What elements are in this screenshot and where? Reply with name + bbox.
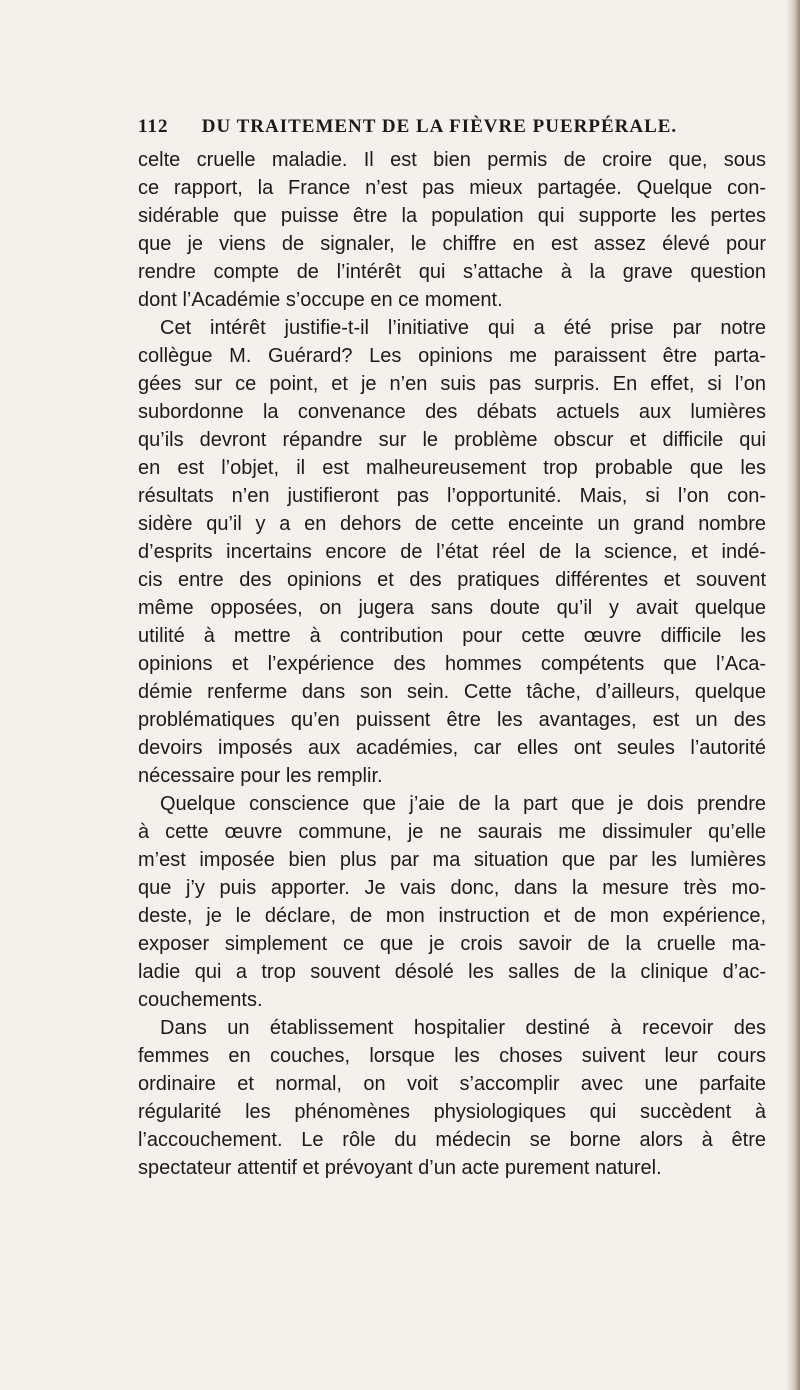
text-line: qu’ils devront répandre sur le problème obscur et difficile qui [138,429,766,451]
text-line: l’accouchement. Le rôle du médecin se borne alors à être [138,1129,766,1151]
text-line: problématiques qu’en puissent être les avantages, est un des [138,709,766,731]
text-line: démie renferme dans son sein. Cette tâche, d’ailleurs, quelque [138,681,766,703]
text-line: que je viens de signaler, le chiffre en est assez élevé pour [138,233,766,255]
text-line: sidère qu’il y a en dehors de cette enceinte un grand nombre [138,513,766,535]
text-line: nécessaire pour les remplir. [138,765,383,787]
page-edge-shadow [786,0,800,1390]
text-line: exposer simplement ce que je crois savoir de la cruelle ma- [138,933,766,955]
body-text [138,146,766,1182]
text-line: gées sur ce point, et je n’en suis pas surpris. En effet, si l’on [138,373,766,395]
text-line: opinions et l’expérience des hommes compétents que l’Aca- [138,653,766,675]
text-line: deste, je le déclare, de mon instruction et de mon expérience, [138,905,766,927]
text-line: rendre compte de l’intérêt qui s’attache à la grave question [138,261,766,283]
text-line: utilité à mettre à contribution pour cette œuvre difficile les [138,625,766,647]
text-line: devoirs imposés aux académies, car elles ont seules l’autorité [138,737,766,759]
text-line: résultats n’en justifieront pas l’opportunité. Mais, si l’on con- [138,485,766,507]
text-line: cis entre des opinions et des pratiques différentes et souvent [138,569,766,591]
text-line: couchements. [138,989,263,1011]
text-line: ce rapport, la France n’est pas mieux partagée. Quelque con- [138,177,766,199]
text-line: en est l’objet, il est malheureusement trop probable que les [138,457,766,479]
page-number: 112 [138,116,169,137]
text-line: spectateur attentif et prévoyant d’un acte purement naturel. [138,1157,662,1179]
running-header [138,116,766,146]
text-line: celte cruelle maladie. Il est bien permis de croire que, sous [138,149,766,171]
text-line: à cette œuvre commune, je ne saurais me dissimuler qu’elle [138,821,766,843]
text-line: subordonne la convenance des débats actuels aux lumières [138,401,766,423]
paragraph-start-line: Cet intérêt justifie-t-il l’initiative qui a été prise par notre [160,317,766,339]
paragraph-start-line: Quelque conscience que j’aie de la part que je dois prendre [160,793,766,815]
paragraph-start-line: Dans un établissement hospitalier destiné à recevoir des [160,1017,766,1039]
text-line: m’est imposée bien plus par ma situation que par les lumières [138,849,766,871]
text-line: dont l’Académie s’occupe en ce moment. [138,289,503,311]
text-line: sidérable que puisse être la population qui supporte les pertes [138,205,766,227]
text-line: femmes en couches, lorsque les choses suivent leur cours [138,1045,766,1067]
text-line: ordinaire et normal, on voit s’accomplir avec une parfaite [138,1073,766,1095]
text-line: d’esprits incertains encore de l’état réel de la science, et indé- [138,541,766,563]
text-line: régularité les phénomènes physiologiques qui succèdent à [138,1101,766,1123]
text-line: que j’y puis apporter. Je vais donc, dans la mesure très mo- [138,877,766,899]
text-line: collègue M. Guérard? Les opinions me paraissent être parta- [138,345,766,367]
running-title: DU TRAITEMENT DE LA FIÈVRE PUERPÉRALE. [201,116,678,137]
text-line: ladie qui a trop souvent désolé les salles de la clinique d’ac- [138,961,766,983]
text-line: même opposées, on jugera sans doute qu’il y avait quelque [138,597,766,619]
